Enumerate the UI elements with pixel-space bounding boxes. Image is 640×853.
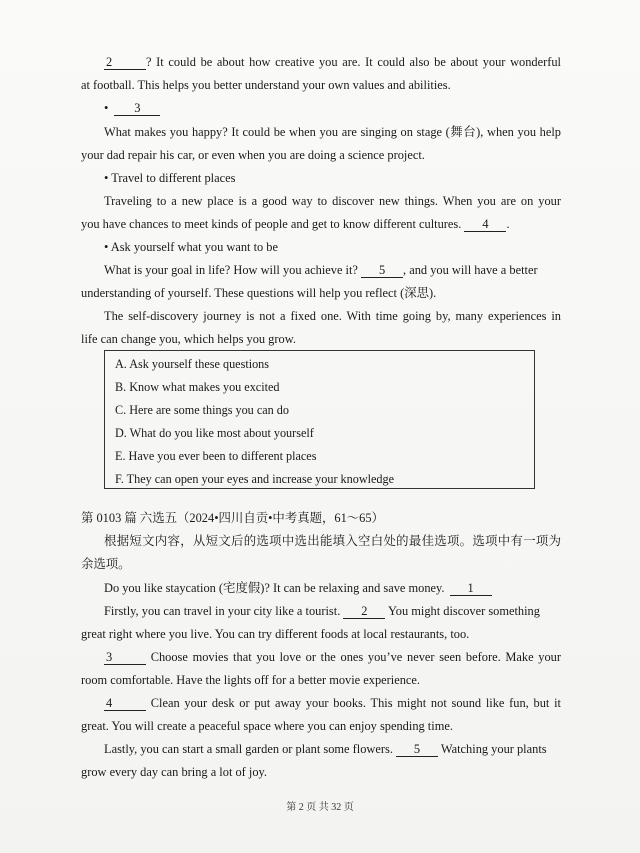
heading-ask: • Ask yourself what you want to be: [104, 240, 278, 254]
q2-line-cont: at football. This helps you better understand your own values and abilities.: [81, 78, 451, 92]
p5-line: [104, 741, 561, 757]
answer-blank-3[interactable]: 3: [114, 101, 160, 116]
option-e[interactable]: E. Have you ever been to different places: [115, 449, 317, 463]
p2-line-cont: great right where you live. You can try different foods at local restaurants, too.: [81, 627, 470, 641]
q2-line: [104, 54, 561, 70]
answer-blank-5[interactable]: 5: [361, 263, 403, 278]
p3-line: [104, 649, 561, 665]
option-f[interactable]: F. They can open your eyes and increase your knowledge: [115, 472, 395, 486]
bullet-icon: •: [104, 101, 109, 115]
para-end-cont: life can change you, which helps you grow.: [81, 332, 296, 346]
para-happy-cont: your dad repair his car, or even when you are doing a science project.: [81, 148, 425, 162]
p1-line: [104, 580, 561, 596]
para-happy: What makes you happy? It could be when you are singing on stage (舞台), when you help: [104, 125, 561, 139]
para-goal: [104, 262, 561, 278]
instructions-cont: 余选项。: [81, 557, 131, 571]
para-end: The self-discovery journey is not a fixed one. With time going by, many experiences in: [104, 309, 561, 323]
answer-blank-p2-3[interactable]: 3: [104, 650, 146, 665]
period: .: [506, 217, 510, 231]
p5-text: Lastly, you can start a small garden or plant some flowers.: [104, 742, 393, 756]
answer-blank-p2-1[interactable]: 1: [450, 581, 492, 596]
p1-text: Do you like staycation (宅度假)? It can be relaxing and save money.: [104, 581, 445, 595]
q2-text: ? It could be about how creative you are. It could also be about your wonderful: [146, 55, 561, 69]
answer-blank-p2-5[interactable]: 5: [396, 742, 438, 757]
p2-text-post: You might discover something: [388, 604, 540, 618]
para-travel-cont: [81, 216, 561, 232]
p4-text: Clean your desk or put away your books. This might not sound like fun, but it: [150, 696, 561, 710]
p3-line-cont: room comfortable. Have the lights off for a better movie experience.: [81, 673, 421, 687]
option-a[interactable]: A. Ask yourself these questions: [115, 357, 270, 371]
heading-travel: • Travel to different places: [104, 171, 236, 185]
para-travel: Traveling to a new place is a good way to discover new things. When you are on your: [104, 194, 561, 208]
section-title: 第 0103 篇 六选五（2024•四川自贡•中考真题，61～65）: [81, 511, 384, 525]
para-travel-text: you have chances to meet kinds of people and get to know different cultures.: [81, 217, 462, 231]
p4-line-cont: great. You will create a peaceful space where you can enjoy spending time.: [81, 719, 453, 733]
instructions: 根据短文内容，从短文后的选项中选出能填入空白处的最佳选项。选项中有一项为: [104, 534, 561, 548]
p2-line: [104, 603, 561, 619]
answer-blank-p2-2[interactable]: 2: [343, 604, 385, 619]
answer-blank-2[interactable]: 2: [104, 55, 146, 70]
para-goal-text: What is your goal in life? How will you achieve it?: [104, 263, 358, 277]
option-d[interactable]: D. What do you like most about yourself: [115, 426, 314, 440]
page-footer: 第 2 页 共 32 页: [286, 802, 354, 813]
q3-line: [104, 100, 561, 116]
p4-line: [104, 695, 561, 711]
p2-text: Firstly, you can travel in your city like a tourist.: [104, 604, 341, 618]
option-b[interactable]: B. Know what makes you excited: [115, 380, 280, 394]
p3-text: Choose movies that you love or the ones you’ve never seen before. Make your: [150, 650, 561, 664]
p5-text-post: Watching your plants: [440, 742, 547, 756]
options-box: [104, 350, 535, 489]
para-goal-cont: understanding of yourself. These questions will help you reflect (深思).: [81, 286, 437, 300]
option-c[interactable]: C. Here are some things you can do: [115, 403, 289, 417]
p5-line-cont: grow every day can bring a lot of joy.: [81, 765, 268, 779]
para-goal-text-post: , and you will have a better: [403, 263, 538, 277]
answer-blank-p2-4[interactable]: 4: [104, 696, 146, 711]
answer-blank-4[interactable]: 4: [464, 217, 506, 232]
